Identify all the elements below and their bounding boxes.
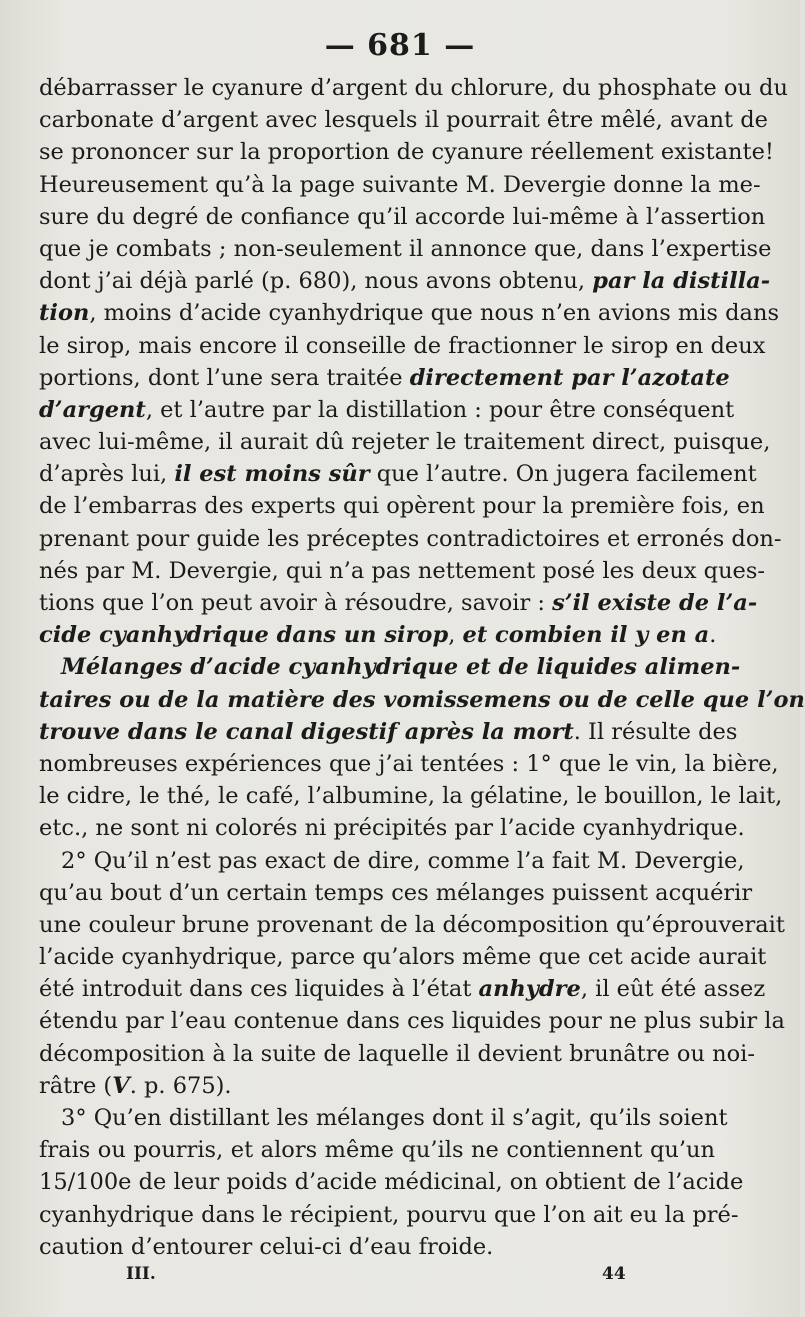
text-line: sure du degré de confiance qu’il accorde lui-même à l’assertion [39, 203, 766, 230]
text-line: nés par M. Devergie, qui n’a pas nettement posé les deux ques- [39, 557, 766, 584]
text-line: décomposition à la suite de laquelle il devient brunâtre ou noi- [39, 1040, 755, 1067]
text-line: 15/100e de leur poids d’acide médicinal, on obtient de l’acide [39, 1169, 744, 1196]
text-line: été introduit dans ces liquides à l’état anhydre, il eût été assez [39, 976, 766, 1003]
text-line: cyanhydrique dans le récipient, pourvu que l’on ait eu la pré- [39, 1201, 739, 1228]
text-line: le sirop, mais encore il conseille de fractionner le sirop en deux [39, 332, 766, 359]
text-line: 2° Qu’il n’est pas exact de dire, comme l’a fait M. Devergie, [61, 847, 745, 874]
page-number: — 681 — [324, 28, 476, 63]
text-line: tions que l’on peut avoir à résoudre, savoir : s’il existe de l’a- [39, 590, 758, 616]
text-line: nombreuses expériences que j’ai tentées : 1° que le vin, la bière, [39, 750, 779, 777]
folio-number: 44 [602, 1264, 626, 1284]
text-line: prenant pour guide les préceptes contradictoires et erronés don- [39, 525, 782, 552]
text-line: cide cyanhydrique dans un sirop, et combien il y en a. [39, 622, 717, 649]
text-line: d’argent, et l’autre par la distillation : pour être conséquent [39, 396, 735, 423]
text-line: se prononcer sur la proportion de cyanure réellement existante! [39, 139, 774, 166]
text-line: qu’au bout d’un certain temps ces mélanges puissent acquérir [39, 879, 753, 906]
text-line: portions, dont l’une sera traitée directement par l’azotate [39, 364, 730, 391]
text-line: frais ou pourris, et alors même qu’ils ne contiennent qu’un [39, 1137, 715, 1164]
text-line: l’acide cyanhydrique, parce qu’alors même que cet acide aurait [39, 944, 767, 971]
text-line: d’après lui, il est moins sûr que l’autre. On jugera facilement [39, 461, 757, 488]
text-line: Heureusement qu’à la page suivante M. Devergie donne la me- [39, 171, 761, 198]
text-line: une couleur brune provenant de la décomposition qu’éprouverait [39, 911, 785, 938]
text-line: tion, moins d’acide cyanhydrique que nous n’en avions mis dans [39, 300, 779, 327]
text-line: etc., ne sont ni colorés ni précipités par l’acide cyanhydrique. [39, 815, 745, 842]
page-footer [0, 1264, 800, 1294]
text-line: carbonate d’argent avec lesquels il pourrait être mêlé, avant de [39, 107, 768, 134]
section-heading-line: Mélanges d’acide cyanhydrique et de liquides alimen- [61, 654, 741, 681]
text-line: trouve dans le canal digestif après la mort. Il résulte des [39, 718, 738, 745]
text-line: 3° Qu’en distillant les mélanges dont il s’agit, qu’ils soient [61, 1105, 728, 1131]
text-line: que je combats ; non-seulement il annonce que, dans l’expertise [39, 235, 772, 262]
signature-mark: III. [126, 1264, 156, 1284]
text-line: le cidre, le thé, le café, l’albumine, la gélatine, le bouillon, le lait, [39, 783, 783, 810]
body-text [39, 72, 805, 1263]
text-line: caution d’entourer celui-ci d’eau froide. [39, 1233, 494, 1260]
text-line: dont j’ai déjà parlé (p. 680), nous avons obtenu, par la distilla- [39, 268, 771, 295]
text-line: avec lui-même, il aurait dû rejeter le traitement direct, puisque, [39, 429, 771, 456]
text-line: débarrasser le cyanure d’argent du chlorure, du phosphate ou du [39, 75, 788, 101]
text-line: étendu par l’eau contenue dans ces liquides pour ne plus subir la [39, 1008, 785, 1035]
text-line: de l’embarras des experts qui opèrent pour la première fois, en [39, 493, 765, 520]
text-line: râtre (V. p. 675). [39, 1072, 232, 1099]
section-heading-line: taires ou de la matière des vomissemens ou de celle que l’on [39, 686, 805, 713]
